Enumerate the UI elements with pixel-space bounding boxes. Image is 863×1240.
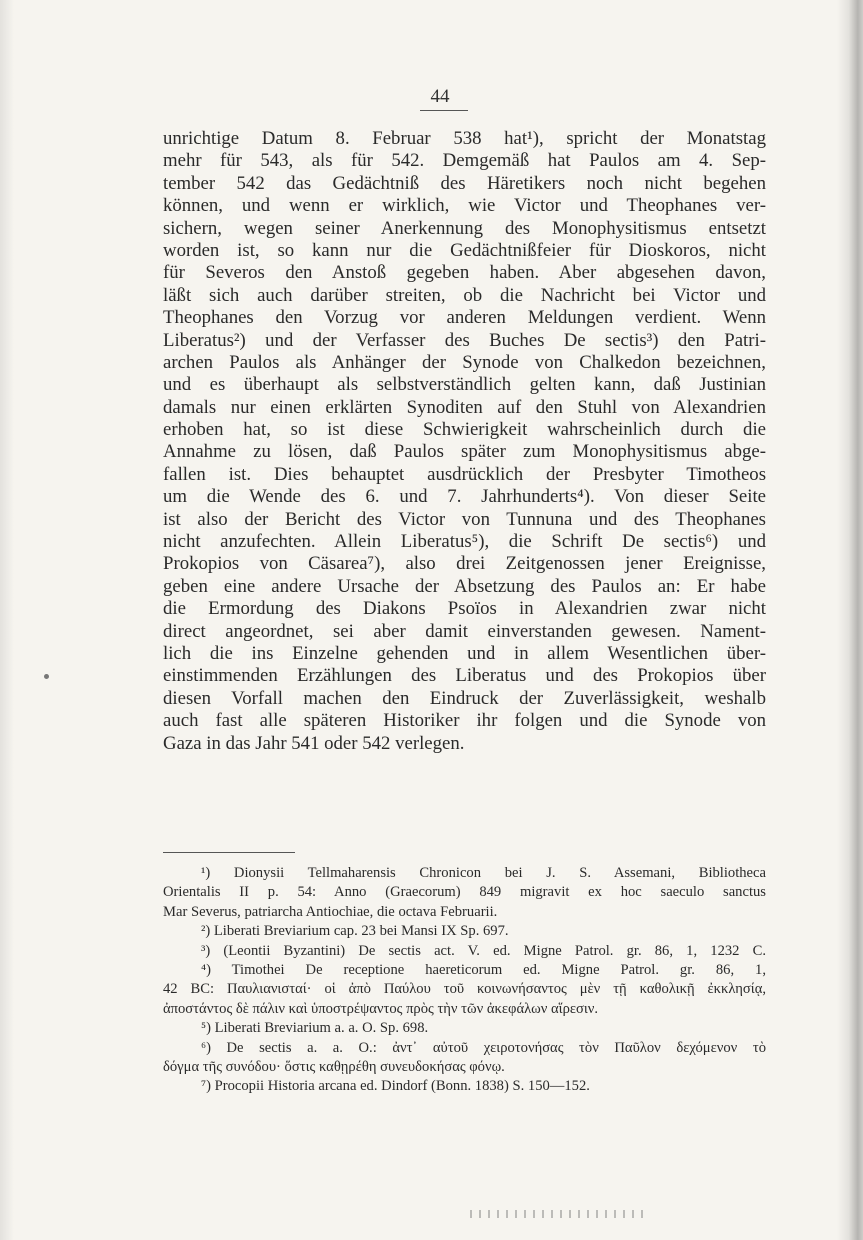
body-line: archen Paulos als Anhänger der Synode von Chalkedon bezeichnen, (163, 351, 766, 373)
footnote-line: ⁴) Timothei De receptione haereticorum ed. Migne Patrol. gr. 86, 1, (201, 961, 766, 978)
footnote-line: ²) Liberati Breviarium cap. 23 bei Mansi IX Sp. 697. (201, 923, 509, 940)
footnote-line: δόγμα τῆς συνόδου· ὅστις καθῃρέθη συνευδοκήσας φόνῳ. (163, 1058, 505, 1075)
footnote-line: 42 BC: Παυλιανισταί· οἱ ἀπὸ Παύλου τοῦ κοινωνήσαντος μὲν τῇ καθολικῇ ἐκκλησίᾳ, (163, 981, 766, 998)
body-line: Theophanes den Vorzug vor anderen Meldungen verdient. Wenn (163, 307, 766, 329)
body-line: tember 542 das Gedächtniß des Häretikers noch nicht begehen (163, 172, 766, 194)
footnote-line: Orientalis II p. 54: Anno (Graecorum) 849 migravit ex hoc saeculo sanctus (163, 884, 766, 901)
body-line: direct angeordnet, sei aber damit einverstanden gewesen. Nament- (163, 620, 766, 642)
body-line: Gaza in das Jahr 541 oder 542 verlegen. (163, 732, 465, 754)
body-line: Prokopios von Cäsarea⁷), also drei Zeitgenossen jener Ereignisse, (163, 553, 766, 575)
page-number: 44 (430, 86, 450, 107)
body-line: Liberatus²) und der Verfasser des Buches De sectis³) den Patri- (163, 329, 766, 351)
footnote-separator (163, 852, 295, 853)
footnote-line: ⁷) Procopii Historia arcana ed. Dindorf (Bonn. 1838) S. 150—152. (201, 1078, 590, 1095)
scan-left-edge-shadow (0, 0, 14, 1240)
footnote-line: ἀποστάντος δὲ πάλιν καὶ ὑποστρέψαντος πρὸς τὴν τῶν ἀκεφάλων αἵρεσιν. (163, 1000, 599, 1017)
body-line: worden ist, so kann nur die Gedächtnißfeier für Dioskoros, nicht (163, 239, 766, 261)
body-line: fallen ist. Dies behauptet ausdrücklich der Presbyter Timotheos (163, 463, 766, 485)
body-line: auch fast alle späteren Historiker ihr folgen und die Synode von (163, 710, 766, 732)
body-line: unrichtige Datum 8. Februar 538 hat¹), spricht der Monatstag (163, 128, 766, 149)
body-line: damals nur einen erklärten Synoditen auf den Stuhl von Alexandrien (163, 396, 766, 418)
scan-smudge (470, 1210, 650, 1218)
body-line: sichern, wegen seiner Anerkennung des Monophysitismus entsetzt (163, 217, 766, 239)
body-line: lich die ins Einzelne gehenden und in allem Wesentlichen über- (163, 642, 766, 664)
body-line: um die Wende des 6. und 7. Jahrhunderts⁴). Von dieser Seite (163, 486, 766, 508)
body-line: ist also der Bericht des Victor von Tunnuna und des Theophanes (163, 508, 766, 530)
header-rule (420, 110, 468, 111)
body-line: geben eine andere Ursache der Absetzung des Paulos an: Er habe (163, 575, 766, 597)
footnote-line: Mar Severus, patriarcha Antiochiae, die octava Februarii. (163, 903, 498, 920)
footnote-line: ⁵) Liberati Breviarium a. a. O. Sp. 698. (201, 1020, 429, 1037)
scan-right-edge-shadow (837, 0, 863, 1240)
footnote-line: ⁶) De sectis a. a. O.: ἀντ᾽ αὐτοῦ χειροτονήσας τὸν Παῦλον δεχόμενον τὸ (201, 1039, 766, 1056)
body-line: und es überhaupt als selbstverständlich gelten kann, daß Justinian (163, 374, 766, 396)
body-line: läßt sich auch darüber streiten, ob die Nachricht bei Victor und (163, 284, 766, 306)
body-line: erhoben hat, so ist diese Schwierigkeit wahrscheinlich durch die (163, 419, 766, 441)
body-line: Annahme zu lösen, daß Paulos später zum Monophysitismus abge- (163, 441, 766, 463)
body-line: können, und wenn er wirklich, wie Victor und Theophanes ver- (163, 195, 766, 217)
margin-dot (44, 674, 49, 679)
footnote-line: ¹) Dionysii Tellmaharensis Chronicon bei J. S. Assemani, Bibliotheca (201, 865, 766, 881)
body-line: nicht anzufechten. Allein Liberatus⁵), die Schrift De sectis⁶) und (163, 531, 766, 553)
body-line: einstimmenden Erzählungen des Liberatus und des Prokopios über (163, 665, 766, 687)
footnotes (163, 864, 766, 1097)
body-line: die Ermordung des Diakons Psoïos in Alexandrien zwar nicht (163, 598, 766, 620)
body-text (163, 128, 766, 755)
footnote-line: ³) (Leontii Byzantini) De sectis act. V. ed. Migne Patrol. gr. 86, 1, 1232 C. (201, 942, 766, 959)
body-line: für Severos den Anstoß gegeben haben. Aber abgesehen davon, (163, 262, 766, 284)
body-line: diesen Vorfall machen den Eindruck der Zuverlässigkeit, weshalb (163, 687, 766, 709)
body-line: mehr für 543, als für 542. Demgemäß hat Paulos am 4. Sep- (163, 150, 766, 172)
